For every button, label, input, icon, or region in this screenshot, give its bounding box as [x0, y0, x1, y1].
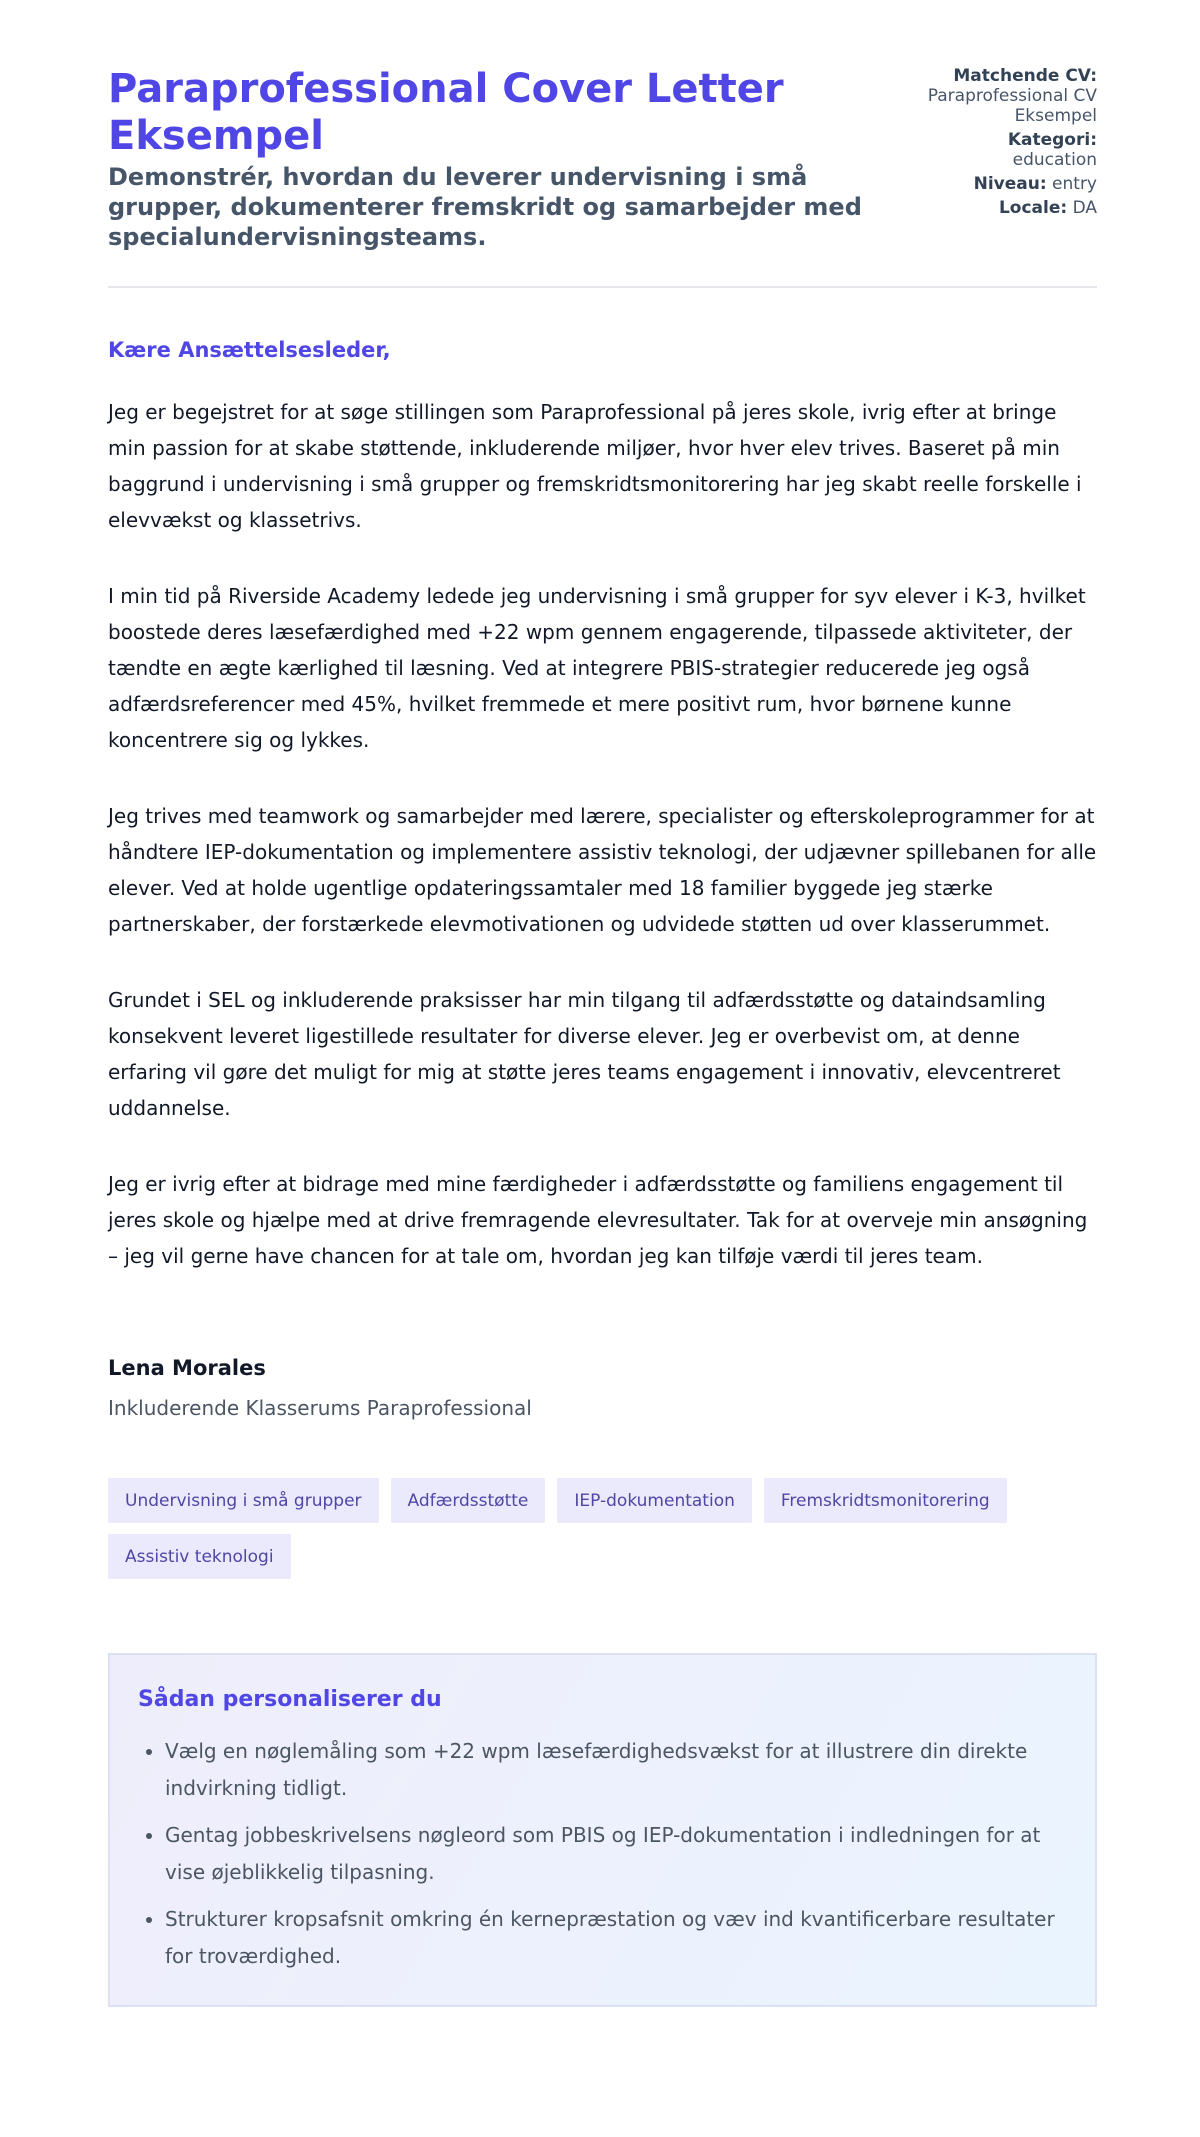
skill-tag: IEP-dokumentation — [557, 1478, 752, 1523]
meta-matching-cv — [897, 66, 1097, 126]
signature — [108, 1354, 1097, 1422]
tip-item: • Gentag jobbeskrivelsens nøgleord som PBIS og IEP-dokumentation i indledningen for at vise øjeblikkelig tilpasning. — [165, 1817, 1067, 1891]
meta-category-label: Kategori: — [1007, 130, 1097, 150]
skill-tag: Adfærdsstøtte — [391, 1478, 546, 1523]
signature-name: Lena Morales — [108, 1356, 266, 1380]
meta-panel — [897, 66, 1097, 222]
header-titles — [108, 66, 868, 252]
meta-matching-cv-value: Paraprofessional CV Eksempel — [927, 86, 1097, 126]
letter-paragraph: Jeg er ivrig efter at bidrage med mine færdigheder i adfærdsstøtte og familiens engagement til jeres skole og hjælpe med at drive fremragende elevresultater. Tak for at overveje min ansøgning – jeg vil gerne have chancen for at tale om, hvordan jeg kan tilføje værdi til jeres team. — [108, 1172, 1088, 1268]
cover-letter-page — [108, 0, 1097, 2007]
page-header — [108, 0, 1097, 288]
page-title: Paraprofessional Cover Letter Eksempel — [108, 66, 784, 159]
tips-title: Sådan personaliserer du — [138, 1687, 442, 1712]
letter-paragraph: Grundet i SEL og inkluderende praksisser har min tilgang til adfærdsstøtte og dataindsamling konsekvent leveret ligestillede resultater for diverse elever. Jeg er overbevist om, at denne erfaring vil gøre det muligt for mig at støtte jeres teams engagement i innovativ, elevcentreret uddannelse. — [108, 988, 1061, 1120]
skill-tags — [108, 1478, 1097, 1579]
meta-locale-label: Locale: — [998, 198, 1068, 218]
skill-tag: Assistiv teknologi — [108, 1534, 291, 1579]
tip-item: • Strukturer kropsafsnit omkring én kernepræstation og væv ind kvantificerbare resultater for troværdighed. — [165, 1901, 1067, 1975]
meta-level-value: entry — [1052, 174, 1097, 194]
letter-paragraph: Jeg er begejstret for at søge stillingen som Paraprofessional på jeres skole, ivrig efter at bringe min passion for at skabe støttende, inkluderende miljøer, hvor hver elev trives. Baseret på min baggrund i undervisning i små grupper og fremskridtsmonitorering har jeg skabt reelle forskelle i elevvækst og klassetrivs. — [108, 400, 1082, 532]
meta-category-value: education — [1012, 150, 1097, 170]
page-subtitle: Demonstrér, hvordan du leverer undervisning i små grupper, dokumenterer fremskridt og samarbejder med specialundervisningsteams. — [108, 163, 862, 251]
skill-tag: Fremskridtsmonitorering — [764, 1478, 1007, 1523]
tips-list — [138, 1733, 1067, 1975]
letter-greeting: Kære Ansættelsesleder, — [108, 338, 391, 362]
meta-matching-cv-label: Matchende CV: — [953, 66, 1097, 86]
signature-title: Inkluderende Klasserums Paraprofessional — [108, 1396, 532, 1420]
meta-level — [897, 174, 1097, 194]
letter-paragraph: I min tid på Riverside Academy ledede jeg undervisning i små grupper for syv elever i K-3, hvilket boostede deres læsefærdighed med +22 wpm gennem engagerende, tilpassede aktiviteter, der tændte en ægte kærlighed til læsning. Ved at integrere PBIS-strategier reducerede jeg også adfærdsreferencer med 45%, hvilket fremmede et mere positivt rum, hvor børnene kunne koncentrere sig og lykkes. — [108, 584, 1086, 752]
meta-category — [897, 130, 1097, 170]
tip-item: • Vælg en nøglemåling som +22 wpm læsefærdighedsvækst for at illustrere din direkte indvirkning tidligt. — [165, 1733, 1067, 1807]
meta-level-label: Niveau: — [973, 174, 1047, 194]
letter-body — [108, 336, 1097, 1274]
letter-paragraph: Jeg trives med teamwork og samarbejder med lærere, specialister og efterskoleprogrammer for at håndtere IEP-dokumentation og implementere assistiv teknologi, der udjævner spillebanen for alle elever. Ved at holde ugentlige opdateringssamtaler med 18 familier byggede jeg stærke partnerskaber, der forstærkede elevmotivationen og udvidede støtten ud over klasserummet. — [108, 804, 1097, 936]
skill-tag: Undervisning i små grupper — [108, 1478, 379, 1523]
personalization-tips — [108, 1653, 1097, 2007]
meta-locale-value: DA — [1072, 198, 1097, 218]
meta-locale — [897, 198, 1097, 218]
